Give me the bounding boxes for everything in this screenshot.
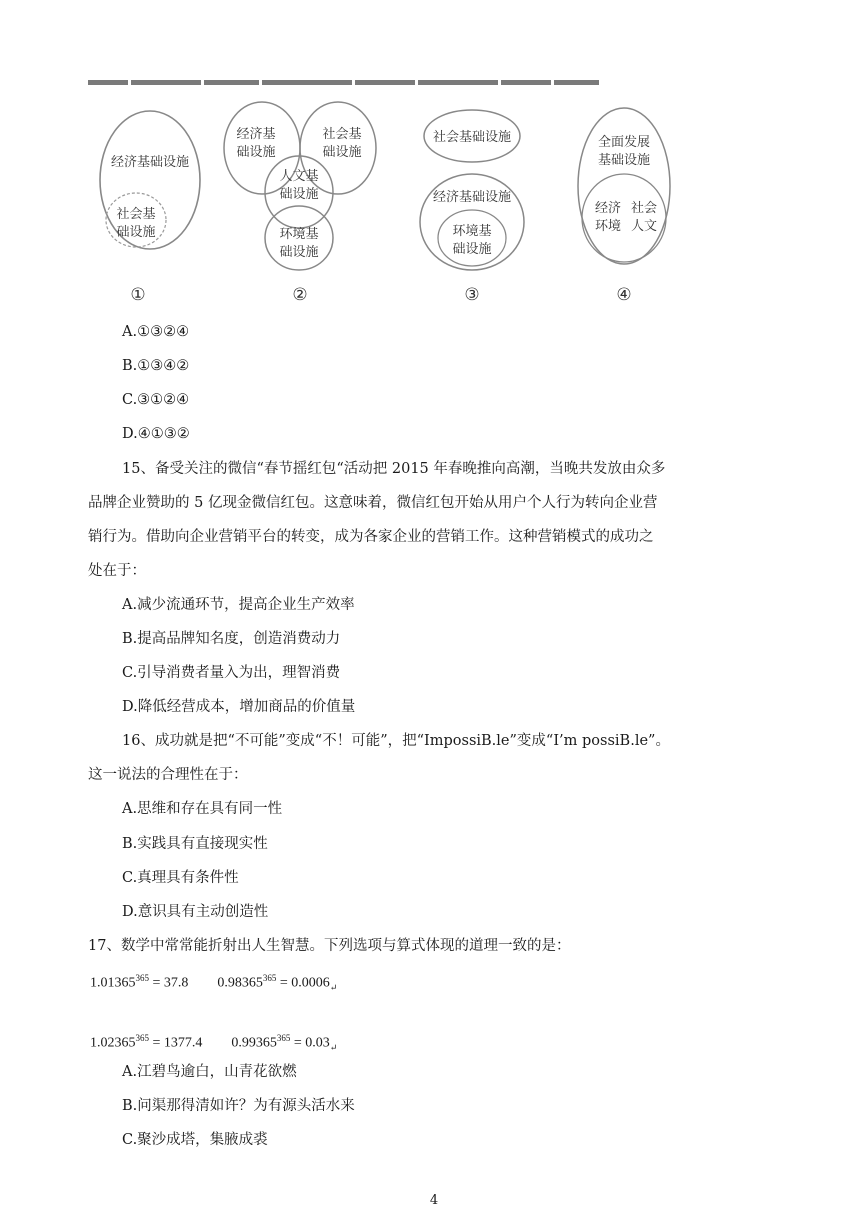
panel4-inner-r2c2: 人文 bbox=[630, 219, 658, 234]
panel3-number: ③ bbox=[464, 285, 480, 305]
q15-line-4: 处在于： bbox=[88, 563, 146, 579]
q15-option-d: D.降低经营成本，增加商品的价值量 bbox=[122, 699, 356, 715]
q17-option-c: C.聚沙成塔，集腋成裘 bbox=[122, 1132, 268, 1148]
panel2-b-label-1: 社会基 bbox=[322, 127, 362, 142]
diagram-panel-1 bbox=[100, 111, 200, 305]
formula2-b-val: = 0.03 bbox=[290, 1035, 330, 1051]
panel1-outer-label: 经济基础设施 bbox=[110, 155, 190, 170]
q15-line-3: 销行为。借助向企业营销平台的转变，成为各家企业的营销工作。这种营销模式的成功之 bbox=[88, 529, 654, 545]
q14-option-c: C.③①②④ bbox=[122, 392, 190, 408]
q16-line-1: 16、成功就是把“不可能”变成“不！可能”，把“ImpossiB.le”变成“I’m possiB.le”。 bbox=[122, 733, 670, 749]
formula1-b-val: = 0.0006 bbox=[276, 975, 330, 991]
q16-option-c: C.真理具有条件性 bbox=[122, 870, 239, 886]
panel3-inner-label-2: 础设施 bbox=[452, 242, 492, 257]
q17-formula-1 bbox=[90, 973, 337, 993]
formula2-a-exp: 365 bbox=[135, 1033, 149, 1043]
formula2-a-val: = 1377.4 bbox=[149, 1035, 203, 1051]
clipped-text-row bbox=[88, 74, 608, 86]
formula2-return-mark: ↵ bbox=[329, 1042, 338, 1053]
panel4-outer-label-1: 全面发展 bbox=[597, 135, 651, 150]
q17-option-b: B.问渠那得清如许？为有源头活水来 bbox=[122, 1098, 355, 1114]
q15-option-c: C.引导消费者量入为出，理智消费 bbox=[122, 665, 341, 681]
q17-line: 17、数学中常常能折射出人生智慧。下列选项与算式体现的道理一致的是： bbox=[88, 938, 571, 954]
q14-option-a: A.①③②④ bbox=[122, 324, 190, 340]
panel2-c-label-2: 础设施 bbox=[279, 187, 319, 202]
formula1-b-exp: 365 bbox=[262, 973, 277, 983]
formula1-a-exp: 365 bbox=[135, 973, 149, 983]
panel4-inner-r1c2: 社会 bbox=[630, 201, 658, 216]
panel2-d-label-2: 础设施 bbox=[279, 245, 319, 260]
panel4-inner-r2c1: 环境 bbox=[594, 219, 622, 234]
panel4-outer-label-2: 基础设施 bbox=[597, 153, 651, 168]
diagram-panel-2 bbox=[224, 102, 376, 305]
q15-option-b: B.提高品牌知名度，创造消费动力 bbox=[122, 631, 341, 647]
q15-option-a: A.减少流通环节，提高企业生产效率 bbox=[122, 597, 355, 613]
formula1-a-val: = 37.8 bbox=[149, 975, 189, 991]
q14-option-b: B.①③④② bbox=[122, 358, 190, 374]
formula2-a-base: 1.02365 bbox=[90, 1035, 136, 1051]
formula1-b-base: 0.98365 bbox=[217, 975, 263, 991]
q14-option-d: D.④①③② bbox=[122, 426, 190, 442]
panel2-number: ② bbox=[292, 285, 308, 305]
q16-option-b: B.实践具有直接现实性 bbox=[122, 836, 268, 852]
panel1-number: ① bbox=[130, 285, 146, 305]
formula2-b-base: 0.99365 bbox=[231, 1035, 277, 1051]
q17-formula-2 bbox=[90, 1033, 337, 1053]
formula1-return-mark: ↵ bbox=[329, 982, 338, 993]
q16-option-a: A.思维和存在具有同一性 bbox=[122, 801, 283, 817]
panel3-inner-label-1: 环境基 bbox=[452, 224, 492, 239]
formula2-b-exp: 365 bbox=[276, 1033, 291, 1043]
q16-option-d: D.意识具有主动创造性 bbox=[122, 904, 269, 920]
panel1-inner-label-1: 社会基 bbox=[116, 207, 156, 222]
panel3-outer-label: 经济基础设施 bbox=[432, 190, 512, 205]
panel4-number: ④ bbox=[616, 285, 632, 305]
q16-line-2: 这一说法的合理性在于： bbox=[88, 767, 248, 783]
q15-line-2: 品牌企业赞助的 5 亿现金微信红包。这意味着，微信红包开始从用户个人行为转向企业营 bbox=[88, 495, 658, 511]
panel2-b-label-2: 础设施 bbox=[322, 145, 362, 160]
panel1-inner-label-2: 础设施 bbox=[116, 225, 156, 240]
page-number: 4 bbox=[429, 1193, 439, 1208]
panel2-a-label-2: 础设施 bbox=[236, 145, 276, 160]
q15-line-1: 15、备受关注的微信“春节摇红包“活动把 2015 年春晚推向高潮，当晚共发放由众多 bbox=[122, 461, 666, 477]
panel2-d-label-1: 环境基 bbox=[279, 227, 319, 242]
infrastructure-diagram bbox=[86, 100, 686, 310]
panel3-top-label: 社会基础设施 bbox=[432, 130, 512, 145]
formula1-a-base: 1.01365 bbox=[90, 975, 136, 991]
panel2-a-label-1: 经济基 bbox=[236, 127, 276, 142]
panel2-c-label-1: 人文基 bbox=[279, 169, 319, 184]
diagram-panel-4 bbox=[578, 108, 670, 305]
q17-option-a: A.江碧鸟逾白，山青花欲燃 bbox=[122, 1064, 297, 1080]
panel4-inner-r1c1: 经济 bbox=[594, 201, 622, 216]
diagram-panel-3 bbox=[420, 110, 524, 305]
